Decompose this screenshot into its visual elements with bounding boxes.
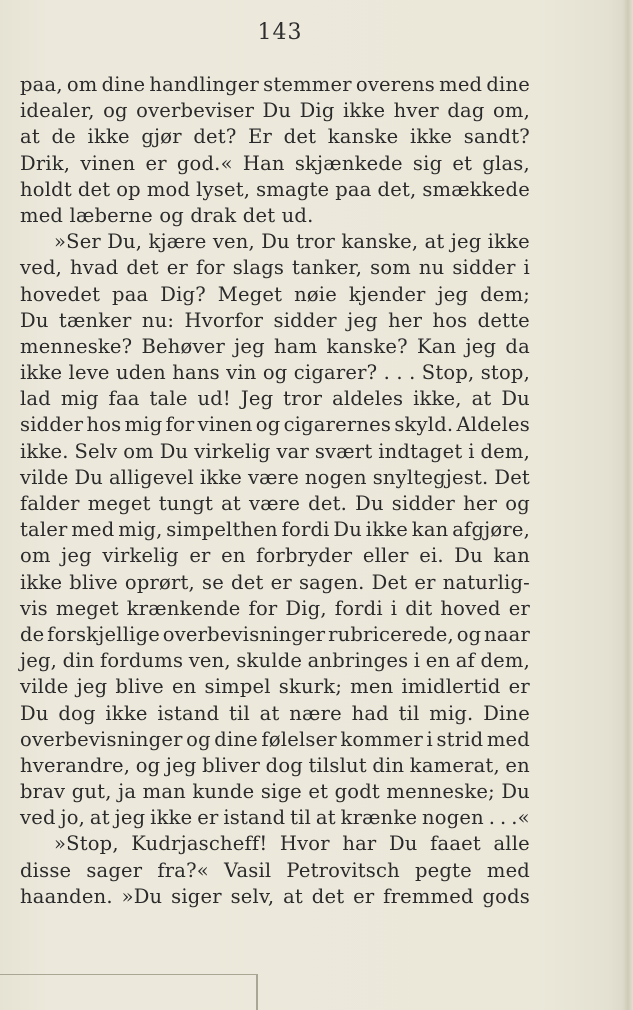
text-line: Drik, vinen er god.« Han skjænkede sig et glas, (20, 151, 530, 175)
text-line: vis meget krænkende for Dig, fordi i dit hoved er (20, 596, 530, 620)
body-text (20, 72, 530, 910)
text-line: jeg, din fordums ven, skulde anbringes i en af dem, (20, 649, 530, 673)
text-line: menneske? Behøver jeg ham kanske? Kan jeg da (20, 334, 530, 358)
text-line: om jeg virkelig er en forbryder eller ei. Du kan (20, 544, 530, 568)
text-line: ved, hvad det er for slags tanker, som nu sidder i (20, 256, 530, 280)
text-line: ikke blive oprørt, se det er sagen. Det er naturlig- (20, 570, 530, 594)
page-edge (623, 0, 633, 1010)
text-line: »Ser Du, kjære ven, Du tror kanske, at jeg ikke (54, 230, 530, 254)
text-line: hovedet paa Dig? Meget nøie kjender jeg dem; (20, 282, 530, 306)
text-line: taler med mig, simpelthen fordi Du ikke kan afgjøre, (20, 518, 530, 542)
footer-rule-tick (256, 974, 258, 1010)
text-line: falder meget tungt at være det. Du sidder her og (20, 492, 530, 515)
text-line: ikke. Selv om Du virkelig var svært indtaget i dem, (20, 439, 530, 463)
text-line: »Stop, Kudrjascheff! Hvor har Du faaet alle (54, 832, 530, 856)
text-line: med læberne og drak det ud. (20, 203, 314, 227)
text-line: hverandre, og jeg bliver dog tilslut din kamerat, en (20, 753, 530, 777)
text-line: Du tænker nu: Hvorfor sidder jeg her hos dette (20, 308, 530, 332)
text-line: vilde Du alligevel ikke være nogen snyltegjest. Det (20, 465, 530, 489)
text-line: brav gut, ja man kunde sige et godt menneske; Du (20, 780, 530, 804)
text-line: lad mig faa tale ud! Jeg tror aldeles ikke, at Du (20, 387, 530, 411)
text-line: at de ikke gjør det? Er det kanske ikke sandt? (20, 125, 530, 149)
text-line: ved jo, at jeg ikke er istand til at krænke nogen . . .« (20, 806, 530, 830)
text-line: haanden. »Du siger selv, at det er fremmed gods (20, 884, 530, 908)
footer-rule (0, 974, 258, 975)
page-number: 143 (257, 20, 303, 45)
text-line: paa, om dine handlinger stemmer overens med dine (20, 73, 530, 96)
text-line: sidder hos mig for vinen og cigarernes skyld. Aldeles (20, 413, 530, 437)
text-line: overbevisninger og dine følelser kommer i strid med (20, 727, 530, 751)
text-line: idealer, og overbeviser Du Dig ikke hver dag om, (20, 99, 530, 123)
text-line: ikke leve uden hans vin og cigarer? . . . Stop, stop, (20, 361, 530, 385)
text-line: holdt det op mod lyset, smagte paa det, smækkede (20, 177, 530, 201)
text-line: vilde jeg blive en simpel skurk; men imidlertid er (20, 675, 530, 699)
text-line: disse sager fra?« Vasil Petrovitsch pegte med (20, 858, 530, 882)
text-line: de forskjellige overbevisninger rubricerede, og naar (20, 622, 530, 646)
text-line: Du dog ikke istand til at nære had til mig. Dine (20, 701, 530, 725)
